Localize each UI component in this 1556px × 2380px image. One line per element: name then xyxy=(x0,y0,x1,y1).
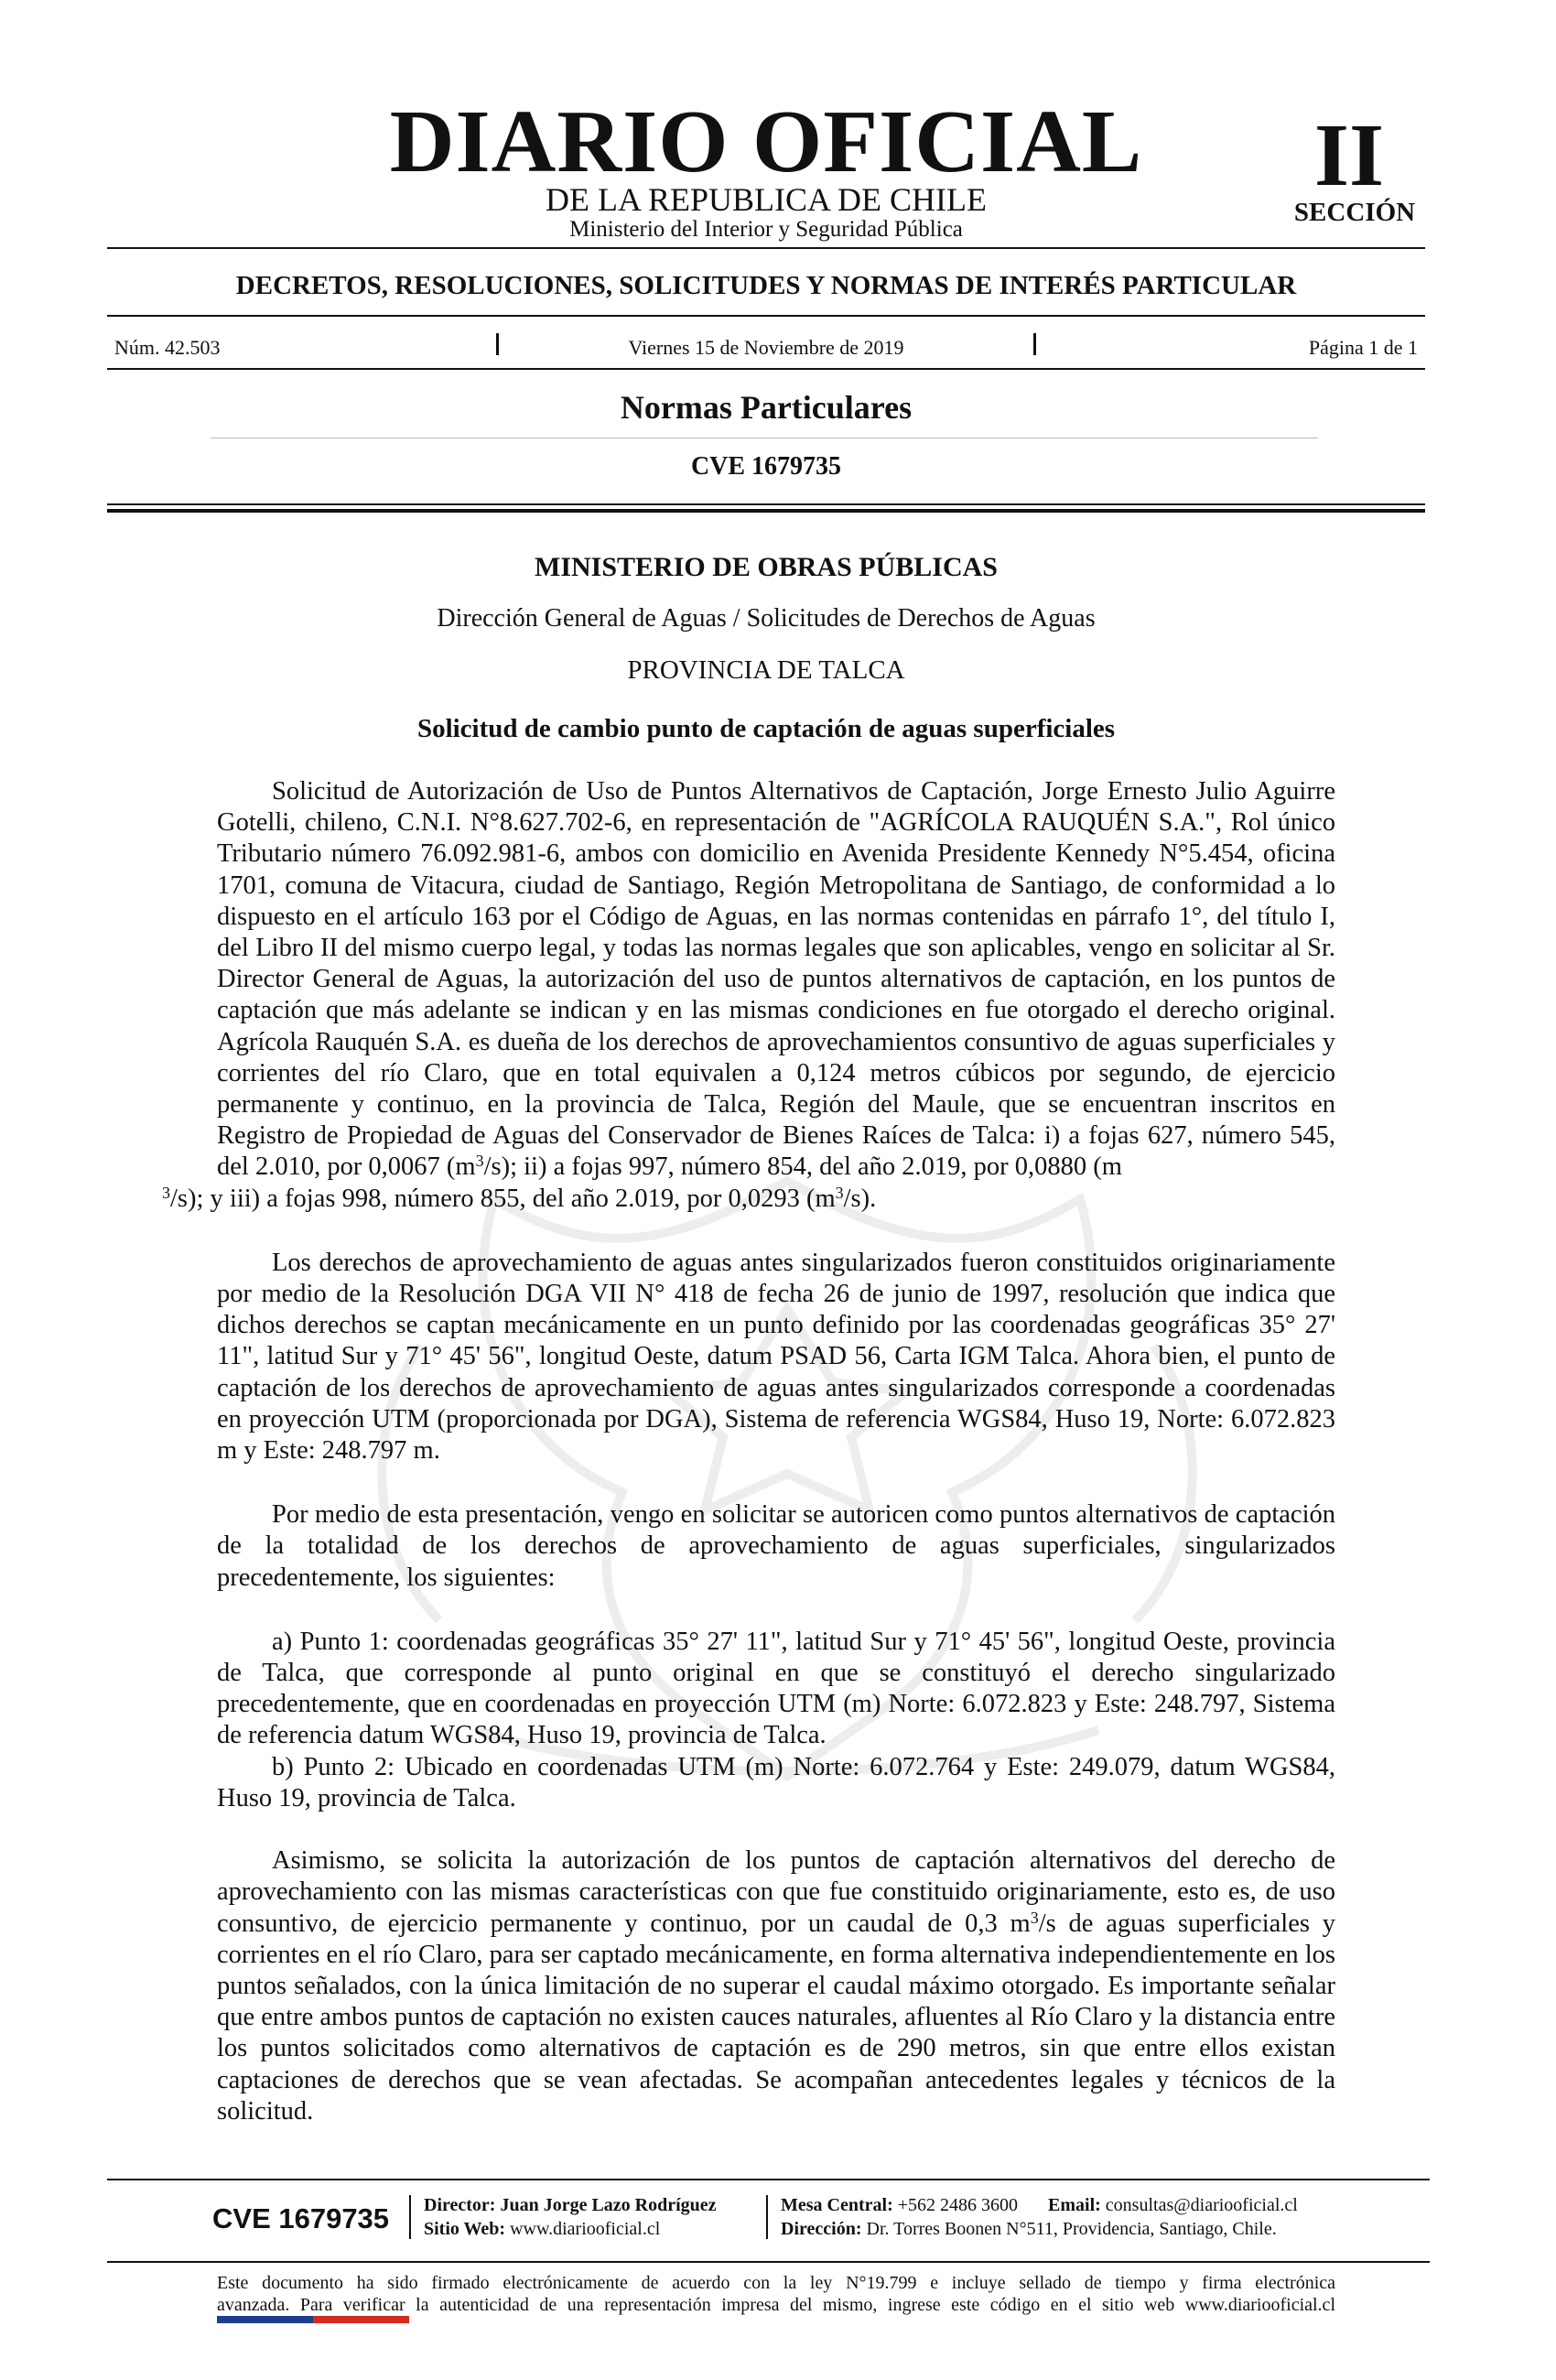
flag-stripe-red xyxy=(313,2316,409,2323)
paragraph: Los derechos de aprovechamiento de aguas antes singularizados fueron constituidos originariamente por medio de la Resolución DGA VII N° 418 de fecha 26 de junio de 1997, resolución que indica que dichos derechos se captan mecánicamente en un punto definido por las coordenadas geográficas 35° 27' 11", latitud Sur y 71° 45' 56", longitud Oeste, datum PSAD 56, Carta IGM Talca. Ahora bien, el punto de captación de los derechos de aprovechamiento de aguas antes singularizados corresponde a coordenadas en proyección UTM (proporcionada por DGA), Sistema de referencia WGS84, Huso 19, Norte: 6.072.823 m y Este: 248.797 m. xyxy=(217,1248,1335,1466)
newspaper-subtitle: DE LA REPUBLICA DE CHILE xyxy=(546,181,987,218)
page-indicator: Página 1 de 1 xyxy=(1308,336,1418,359)
paragraph: Solicitud de Autorización de Uso de Puntos Alternativos de Captación, Jorge Ernesto Julio Aguirre Gotelli, chileno, C.N.I. N°8.627.702-6, en representación de "AGRÍCOLA RAUQUÉN S.A.", Rol único Tributario número 76.092.981-6, ambos con domicilio en Avenida Presidente Kennedy N°5.454, oficina 1701, comuna de Vitacura, ciudad de Santiago, Región Metropolitana de Santiago, de conformidad a lo dispuesto en el artículo 163 por el Código de Aguas, en las normas contenidas en párrafo 1°, del título I, del Libro II del mismo cuerpo legal, y todas las normas legales que son aplicables, vengo en solicitar al Sr. Director General de Aguas, la autorización del uso de puntos alternativos de captación, en los puntos de captación que más adelante se indican y en las mismas condiciones en fue otorgado el derecho original. Agrícola Rauquén S.A. es dueña de los derechos de aprovechamientos consuntivo de aguas superficiales y corrientes del río Claro, que en total equivalen a 0,124 metros cúbicos por segundo, de ejercicio permanente y continuo, en la provincia de Talca, Región del Maule, que se encuentran inscritos en Registro de Propiedad de Aguas del Conservador de Bienes Raíces de Talca: i) a fojas 627, número 545, del 2.010, por 0,0067 $(m^3/s)$; ii) a fojas 997, número 854, del año 2.019, por 0,0880 (m $^3$/s); y iii) a fojas 998, número 855, del año 2.019, por 0,0293 $(m^3/s)$. xyxy=(162,777,1335,1213)
website-link[interactable]: www.diariooficial.cl xyxy=(510,2219,661,2239)
list-item: b) Punto 2: Ubicado en coordenadas UTM (m) Norte: 6.072.764 y Este: 249.079, datum WGS84, Huso 19, provincia de Talca. xyxy=(217,1752,1335,1812)
masthead xyxy=(107,92,1425,247)
email-link[interactable]: consultas@diariooficial.cl xyxy=(1105,2195,1298,2215)
phone-number: +562 2486 3600 xyxy=(897,2195,1019,2215)
header-double-rule-top xyxy=(107,503,1425,505)
section-label: SECCIÓN xyxy=(1293,198,1416,227)
footer-rule xyxy=(107,2261,1430,2263)
footer-cve-code: CVE 1679735 xyxy=(212,2202,390,2234)
document-body xyxy=(162,776,1335,2127)
newspaper-title: DIARIO OFICIAL xyxy=(389,92,1143,191)
info-rule xyxy=(107,368,1425,370)
paragraph: Por medio de esta presentación, vengo en solicitar se autoricen como puntos alternativos de captación de la totalidad de los derechos de aprovechamiento de aguas superficiales, singularizados precedentemente, los siguientes: xyxy=(217,1500,1335,1592)
header-double-rule-bottom xyxy=(107,509,1425,513)
info-separator xyxy=(1033,333,1036,355)
address: Dr. Torres Boonen N°511, Providencia, Santiago, Chile. xyxy=(866,2219,1277,2239)
footer xyxy=(107,2180,1430,2254)
footer-separator xyxy=(409,2195,411,2239)
province: PROVINCIA DE TALCA xyxy=(627,655,905,685)
category-title: Normas Particulares xyxy=(620,389,913,426)
ministry-line: Ministerio del Interior y Seguridad Pública xyxy=(569,217,963,242)
cve-code: CVE 1679735 xyxy=(690,452,842,481)
issue-info-bar xyxy=(107,330,1425,366)
section-number: II xyxy=(1313,106,1385,205)
footer-contact-block: Mesa Central: +562 2486 3600 Email: consultas@diariooficial.cl Dirección: Dr. Torres Boonen N°511, Providencia, Santiago, Chile. xyxy=(781,2195,1298,2239)
issue-date: Viernes 15 de Noviembre de 2019 xyxy=(628,336,904,359)
footer-separator xyxy=(766,2195,768,2239)
request-subject: Solicitud de cambio punto de captación de aguas superficiales xyxy=(416,714,1116,743)
flag-stripe-blue xyxy=(217,2316,313,2323)
issuing-direction: Dirección General de Aguas / Solicitudes de Derechos de Aguas xyxy=(437,604,1096,633)
issuing-ministry: MINISTERIO DE OBRAS PÚBLICAS xyxy=(535,552,998,582)
masthead-rule xyxy=(107,247,1425,249)
section-banner: DECRETOS, RESOLUCIONES, SOLICITUDES Y NORMAS DE INTERÉS PARTICULAR xyxy=(235,271,1297,300)
paragraph: Asimismo, se solicita la autorización de los puntos de captación alternativos del derecho de aprovechamiento con las mismas características con que fue constituido originariamente, esto es, de uso consuntivo, de ejercicio permanente y continuo, por un caudal de 0,3 $m^3/s$ de aguas superficiales y corrientes en el río Claro, para ser captado mecánicamente, en forma alternativa independientemente en los puntos señalados, con la única limitación de no superar el caudal máximo otorgado. Es importante señalar que entre ambos puntos de captación no existen cauces naturales, afluentes al Río Claro y la distancia entre los puntos solicitados como alternativos de captación es de 290 metros, sin que entre ellos existan captaciones de derechos que se vean afectadas. Se acompañan antecedentes legales y técnicos de la solicitud. xyxy=(217,1846,1335,2126)
footer-director-block: Director: Juan Jorge Lazo Rodríguez Sitio Web: www.diariooficial.cl xyxy=(424,2195,717,2239)
issue-number: Núm. 42.503 xyxy=(114,336,221,359)
banner-rule xyxy=(107,315,1425,317)
list-item: a) Punto 1: coordenadas geográficas 35° 27' 11", latitud Sur y 71° 45' 56", longitud Oeste, provincia de Talca, que corresponde al punto original en que se constituyó el derecho singularizado precedentemente, que en coordenadas en proyección UTM (m) Norte: 6.072.823 y Este: 248.797, Sistema de referencia datum WGS84, Huso 19, provincia de Talca. xyxy=(217,1627,1335,1750)
legal-notice: Este documento ha sido firmado electrónicamente de acuerdo con la ley N°19.799 e incluye sellado de tiempo y firma electrónica avanzada. Para verificar la autenticidad de una representación impresa del mismo, ingrese este código en el sitio web www.diariooficial.cl xyxy=(217,2273,1335,2315)
